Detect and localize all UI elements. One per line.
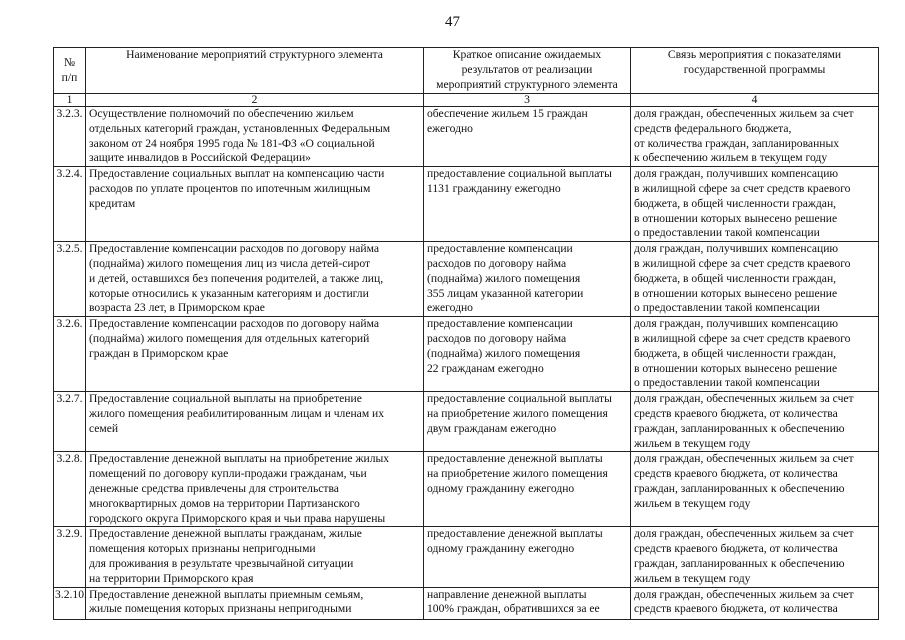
table-body [54,107,879,620]
table-row [54,452,879,527]
measures-table [53,47,879,620]
table-row [54,167,879,242]
header-measure-name: Наименование мероприятий структурного элемента [86,48,424,94]
column-number: 2 [86,94,424,107]
row-number: 3.2.4. [54,167,86,242]
row-number: 3.2.5. [54,242,86,317]
table-row [54,527,879,587]
header-expected-results: Краткое описание ожидаемых результатов от реализации мероприятий структурного элемента [424,48,631,94]
expected-result: предоставление компенсации расходов по договору найма (поднайма) жилого помещения 22 гражданам ежегодно [424,317,631,392]
program-indicator: доля граждан, обеспеченных жильем за счет средств краевого бюджета, от количества граждан, запланированных к обеспечению жильем в текущем году [631,527,879,587]
row-number: 3.2.9. [54,527,86,587]
header-number: № п/п [54,48,86,94]
program-indicator: доля граждан, обеспеченных жильем за счет средств краевого бюджета, от количества [631,587,879,619]
expected-result: предоставление денежной выплаты на приобретение жилого помещения одному гражданину ежегодно [424,452,631,527]
column-number: 3 [424,94,631,107]
page-number: 47 [445,14,460,30]
measure-name: Предоставление социальных выплат на компенсацию части расходов по уплате процентов по ипотечным жилищным кредитам [86,167,424,242]
column-number-row [54,94,879,107]
table-header-row [54,48,879,94]
expected-result: направление денежной выплаты 100% граждан, обратившихся за ее [424,587,631,619]
measure-name: Предоставление денежной выплаты приемным семьям, жилые помещения которых признаны непригодными [86,587,424,619]
program-indicator: доля граждан, получивших компенсацию в жилищной сфере за счет средств краевого бюджета, в общей численности граждан, в отношении которых вынесено решение о предоставлении такой компенсации [631,242,879,317]
table-row [54,587,879,619]
row-number: 3.2.7. [54,392,86,452]
column-number: 1 [54,94,86,107]
row-number: 3.2.8. [54,452,86,527]
header-program-indicators: Связь мероприятия с показателями государственной программы [631,48,879,94]
program-indicator: доля граждан, получивших компенсацию в жилищной сфере за счет средств краевого бюджета, в общей численности граждан, в отношении которых вынесено решение о предоставлении такой компенсации [631,167,879,242]
table-row [54,107,879,167]
expected-result: предоставление социальной выплаты 1131 гражданину ежегодно [424,167,631,242]
expected-result: предоставление денежной выплаты одному гражданину ежегодно [424,527,631,587]
column-number: 4 [631,94,879,107]
row-number: 3.2.10. [54,587,86,619]
measure-name: Предоставление денежной выплаты гражданам, жилые помещения которых признаны непригодными для проживания в результате чрезвычайной ситуации на территории Приморского края [86,527,424,587]
row-number: 3.2.3. [54,107,86,167]
row-number: 3.2.6. [54,317,86,392]
measure-name: Предоставление социальной выплаты на приобретение жилого помещения реабилитированным лицам и членам их семей [86,392,424,452]
measure-name: Предоставление компенсации расходов по договору найма (поднайма) жилого помещения для отдельных категорий граждан в Приморском крае [86,317,424,392]
expected-result: предоставление социальной выплаты на приобретение жилого помещения двум гражданам ежегодно [424,392,631,452]
table-row [54,392,879,452]
measure-name: Предоставление денежной выплаты на приобретение жилых помещений по договору купли-продажи гражданам, чьи денежные средства привлечены для строительства многоквартирных домов на территории Партизанского городского округа Приморского края и чьи права нарушены [86,452,424,527]
table-row [54,317,879,392]
table-row [54,242,879,317]
expected-result: предоставление компенсации расходов по договору найма (поднайма) жилого помещения 355 лицам указанной категории ежегодно [424,242,631,317]
program-indicator: доля граждан, обеспеченных жильем за счет средств федерального бюджета, от количества граждан, запланированных к обеспечению жильем в текущем году [631,107,879,167]
measure-name: Предоставление компенсации расходов по договору найма (поднайма) жилого помещения лиц из числа детей-сирот и детей, оставшихся без попечения родителей, а также лиц, которые относились к указанным категориям и достигли возраста 23 лет, в Приморском крае [86,242,424,317]
program-indicator: доля граждан, обеспеченных жильем за счет средств краевого бюджета, от количества граждан, запланированных к обеспечению жильем в текущем году [631,452,879,527]
program-indicator: доля граждан, обеспеченных жильем за счет средств краевого бюджета, от количества граждан, запланированных к обеспечению жильем в текущем году [631,392,879,452]
expected-result: обеспечение жильем 15 граждан ежегодно [424,107,631,167]
program-indicator: доля граждан, получивших компенсацию в жилищной сфере за счет средств краевого бюджета, в общей численности граждан, в отношении которых вынесено решение о предоставлении такой компенсации [631,317,879,392]
measure-name: Осуществление полномочий по обеспечению жильем отдельных категорий граждан, установленных Федеральным законом от 24 ноября 1995 года № 181-ФЗ «О социальной защите инвалидов в Российской Федерации» [86,107,424,167]
